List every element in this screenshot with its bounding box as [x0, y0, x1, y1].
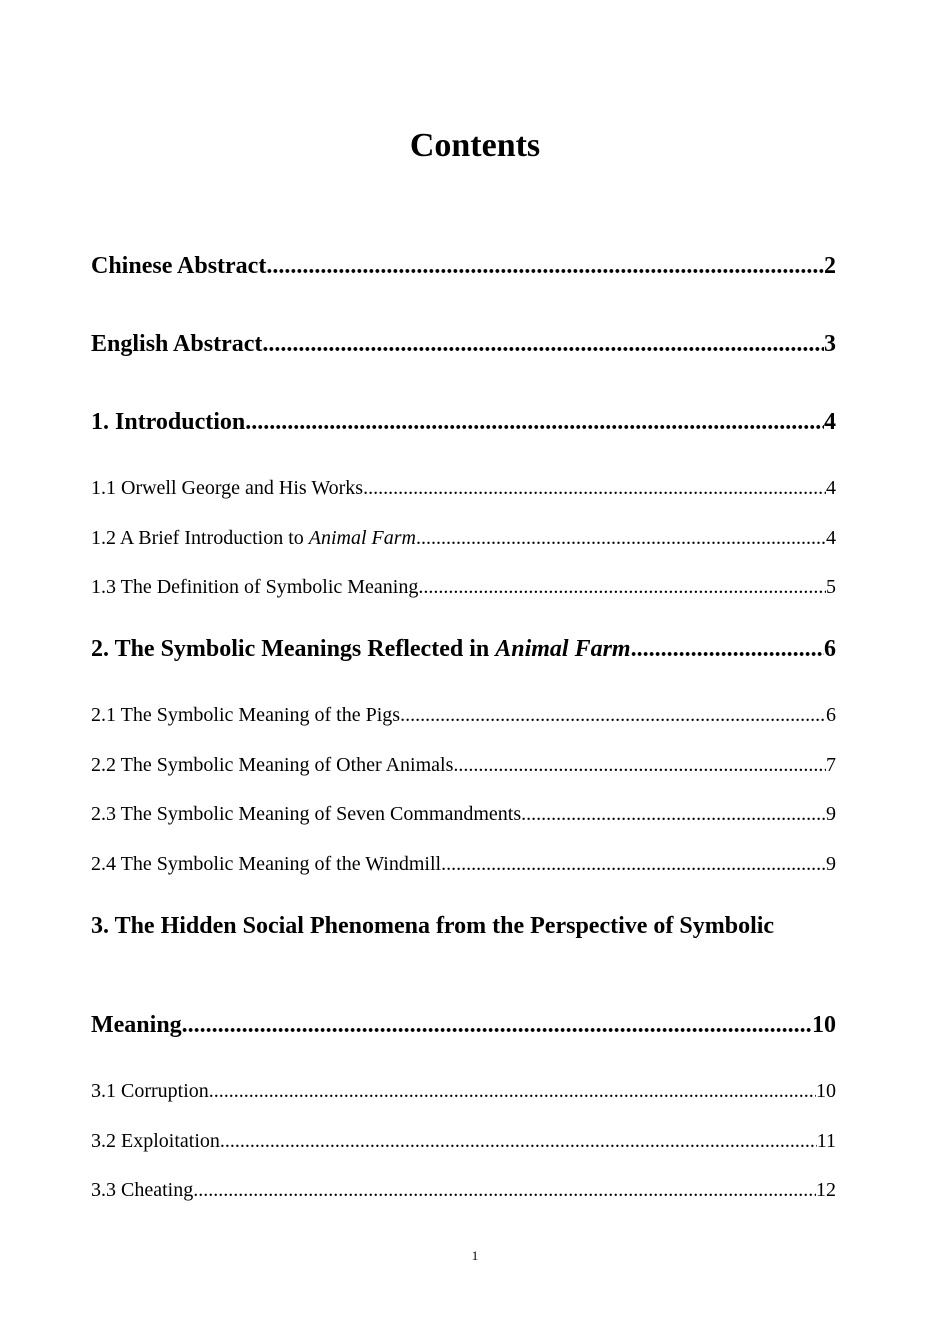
toc-entry-page: 9: [826, 803, 836, 825]
toc-entry-3-2[interactable]: [91, 1128, 836, 1154]
dot-leader: [363, 475, 826, 501]
toc-entry-2-3[interactable]: [91, 801, 836, 827]
toc-entry-page: 9: [826, 853, 836, 875]
toc-entry-label-prefix: 2. The Symbolic Meanings Reflected in: [91, 636, 496, 662]
dot-leader: [262, 329, 824, 359]
page-number: 1: [471, 1248, 479, 1263]
toc-entry-label: 1.3 The Definition of Symbolic Meaning: [91, 576, 419, 598]
dot-leader: [193, 1177, 816, 1203]
toc-entry-label: 1. Introduction: [91, 409, 246, 435]
toc-entry-label: 3.2 Exploitation: [91, 1130, 220, 1152]
toc-entry-label: English Abstract: [91, 331, 263, 357]
toc-entry-1-2[interactable]: [91, 525, 836, 551]
toc-entry-page: 3: [824, 331, 836, 357]
toc-entry-label: [91, 525, 416, 551]
dot-leader: [453, 752, 826, 778]
toc-entry-1-1[interactable]: [91, 475, 836, 501]
toc-entry-2-4[interactable]: [91, 851, 836, 877]
toc-entry-label-prefix: 1.2 A Brief Introduction to: [91, 527, 309, 549]
dot-leader: [209, 1078, 816, 1104]
toc-entry-page: 10: [816, 1080, 836, 1102]
toc-entry-hidden-social-phenomena-line1[interactable]: 3. The Hidden Social Phenomena from the Perspective of Symbolic: [91, 913, 775, 939]
dot-leader: [418, 574, 826, 600]
toc-entry-page: 4: [826, 477, 836, 499]
toc-entry-page: 11: [816, 1130, 836, 1152]
dot-leader: [220, 1128, 817, 1154]
toc-entry-page: 4: [824, 409, 836, 435]
page-title: Contents: [409, 127, 541, 164]
toc-entry-symbolic-meanings[interactable]: [91, 634, 836, 664]
toc-entry-label: 2.4 The Symbolic Meaning of the Windmill: [91, 853, 442, 875]
toc-entry-label: [91, 634, 631, 664]
dot-leader: [400, 702, 826, 728]
toc-entry-3-1[interactable]: [91, 1078, 836, 1104]
toc-entry-label: 2.2 The Symbolic Meaning of Other Animals: [91, 754, 454, 776]
toc-entry-english-abstract[interactable]: [91, 329, 836, 359]
toc-entry-page: 7: [826, 754, 836, 776]
toc-entry-page: 10: [812, 1012, 836, 1038]
toc-entry-introduction[interactable]: [91, 407, 836, 437]
dot-leader: [521, 801, 826, 827]
toc-entry-page: 12: [816, 1179, 836, 1201]
toc-entry-hidden-social-phenomena[interactable]: [91, 1010, 836, 1040]
toc-entry-label-italic: Animal Farm: [495, 636, 631, 662]
toc-entry-label: 3.1 Corruption: [91, 1080, 209, 1102]
dot-leader: [631, 634, 824, 664]
toc-entry-page: 4: [826, 527, 836, 549]
toc-entry-label: 2.1 The Symbolic Meaning of the Pigs: [91, 704, 401, 726]
toc-entry-page: 2: [824, 253, 836, 279]
dot-leader: [416, 525, 826, 551]
toc-entry-chinese-abstract[interactable]: [91, 251, 836, 281]
dot-leader: [245, 407, 824, 437]
dot-leader: [182, 1010, 812, 1040]
toc-entry-label: 2.3 The Symbolic Meaning of Seven Commandments: [91, 803, 522, 825]
toc-entry-page: 6: [824, 636, 836, 662]
toc-entry-label: Meaning: [91, 1012, 182, 1038]
toc-entry-page: 6: [826, 704, 836, 726]
toc-entry-page: 5: [826, 576, 836, 598]
toc-entry-3-3[interactable]: [91, 1177, 836, 1203]
toc-entry-1-3[interactable]: [91, 574, 836, 600]
toc-entry-label: Chinese Abstract: [91, 253, 267, 279]
toc-entry-label: 3.3 Cheating: [91, 1179, 194, 1201]
toc-entry-2-2[interactable]: [91, 752, 836, 778]
toc-entry-label: 1.1 Orwell George and His Works: [91, 477, 364, 499]
dot-leader: [266, 251, 824, 281]
toc-entry-2-1[interactable]: [91, 702, 836, 728]
toc-entry-label-italic: Animal Farm: [308, 527, 416, 549]
dot-leader: [441, 851, 826, 877]
